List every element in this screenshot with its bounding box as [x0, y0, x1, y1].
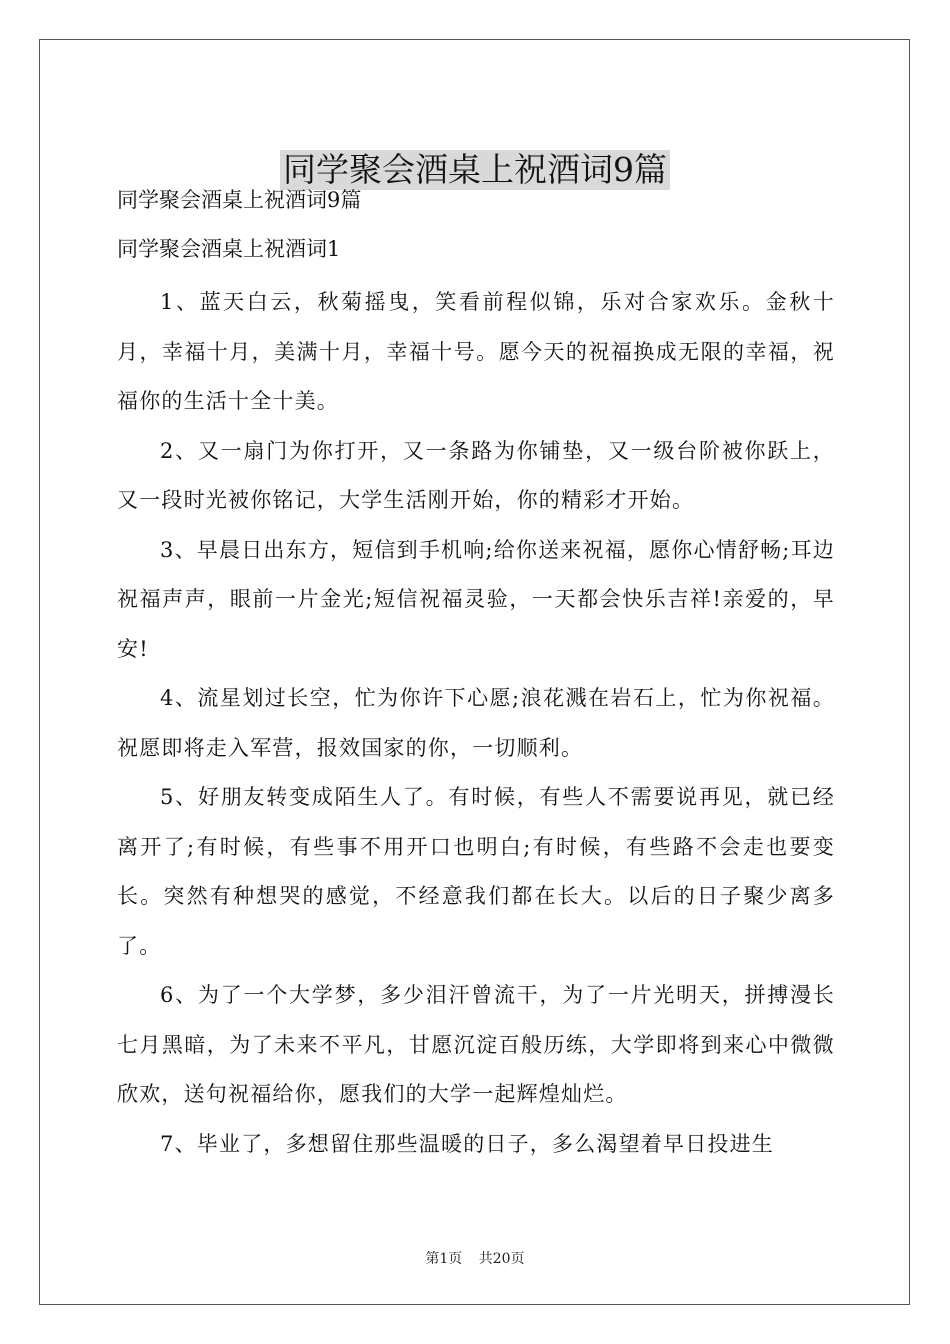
document-subtitle: 同学聚会酒桌上祝酒词9篇 — [117, 188, 362, 212]
paragraph: 4、流星划过长空，忙为你许下心愿;浪花溅在岩石上，忙为你祝福。祝愿即将走入军营，报效国家的你，一切顺利。 — [117, 686, 835, 760]
page-number-total: 共20页 — [478, 1251, 525, 1267]
page-footer — [0, 1248, 950, 1268]
document-body — [117, 180, 835, 1169]
paragraph: 1、蓝天白云，秋菊摇曳，笑看前程似锦，乐对合家欢乐。金秋十月，幸福十月，美满十月，幸福十号。愿今天的祝福换成无限的幸福，祝福你的生活十全十美。 — [117, 290, 835, 413]
paragraph: 6、为了一个大学梦，多少泪汗曾流干，为了一片光明天，拼搏漫长七月黑暗，为了未来不平凡，甘愿沉淀百般历练，大学即将到来心中微微欣欢，送句祝福给你，愿我们的大学一起辉煌灿烂。 — [117, 983, 835, 1106]
paragraph: 7、毕业了，多想留住那些温暖的日子，多么渴望着早日投进生 — [160, 1131, 775, 1156]
section-heading: 同学聚会酒桌上祝酒词1 — [117, 237, 341, 261]
paragraph: 2、又一扇门为你打开，又一条路为你铺垫，又一级台阶被你跃上，又一段时光被你铭记，大学生活刚开始，你的精彩才开始。 — [117, 438, 835, 512]
paragraph: 5、好朋友转变成陌生人了。有时候，有些人不需要说再见，就已经离开了;有时候，有些事不用开口也明白;有时候，有些路不会走也要变长。突然有种想哭的感觉，不经意我们都在长大。以后的日子聚少离多了。 — [117, 785, 835, 958]
paragraph: 3、早晨日出东方，短信到手机响;给你送来祝福，愿你心情舒畅;耳边祝福声声，眼前一片金光;短信祝福灵验，一天都会快乐吉祥!亲爱的，早安! — [117, 537, 835, 661]
document-title: 同学聚会酒桌上祝酒词9篇 — [280, 150, 670, 190]
page-number-current: 第1页 — [425, 1251, 463, 1267]
